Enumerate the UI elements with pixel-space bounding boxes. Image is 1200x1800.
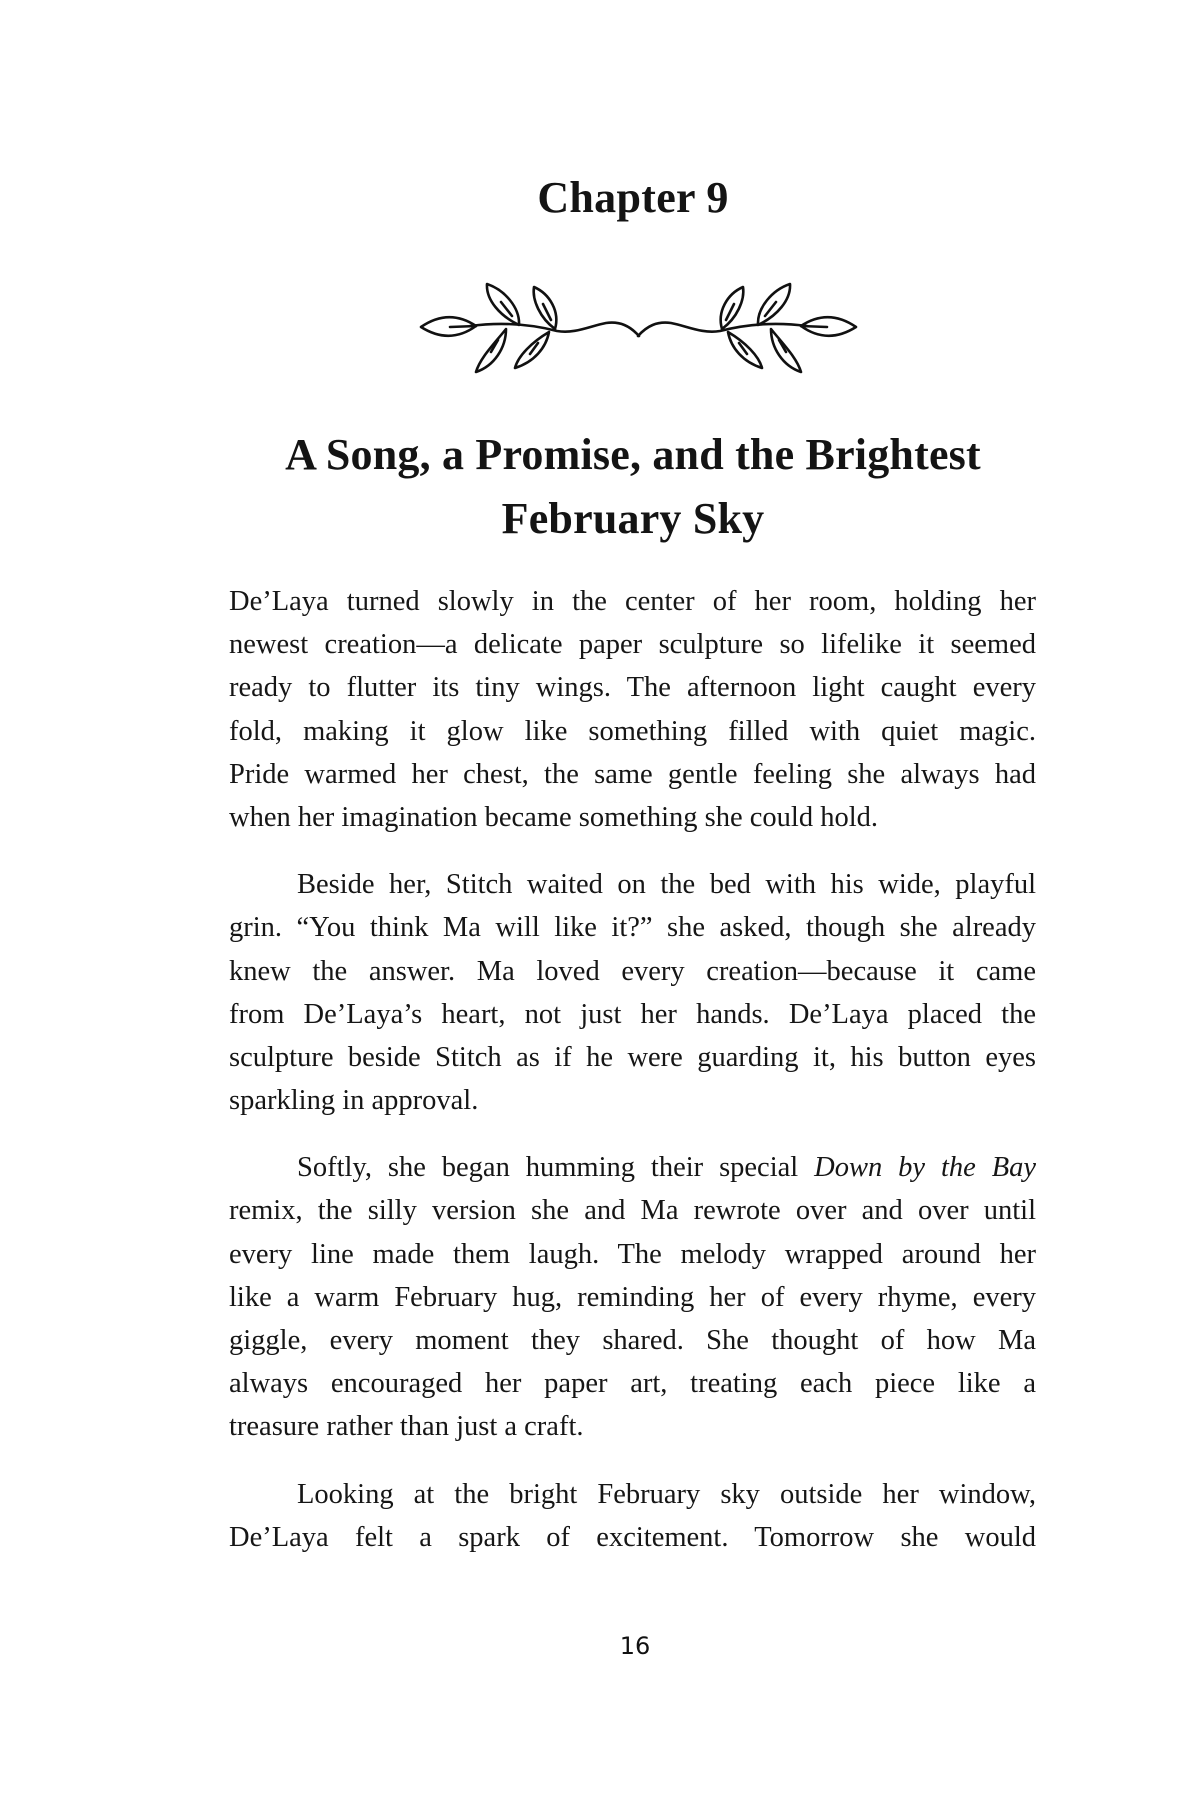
text-line: like a warm February hug, reminding her of every rhyme, every (229, 1281, 1036, 1313)
text-line: sparkling in approval. (229, 1085, 479, 1117)
text-line: remix, the silly version she and Ma rewrote over and over until (229, 1195, 1036, 1227)
text-line: newest creation—a delicate paper sculpture so lifelike it seemed (229, 629, 1036, 661)
chapter-body (229, 580, 1036, 1583)
text-line: Looking at the bright February sky outside her window, (297, 1478, 1036, 1510)
chapter-title (0, 423, 1200, 551)
text-run: Softly, she began humming their special (297, 1152, 815, 1184)
text-line: giggle, every moment they shared. She thought of how Ma (229, 1325, 1036, 1356)
text-line: grin. “You think Ma will like it?” she asked, though she already (229, 912, 1036, 944)
chapter-title-line: A Song, a Promise, and the Brightest (285, 430, 981, 479)
text-line: from De’Laya’s heart, not just her hands. De’Laya placed the (229, 998, 1036, 1030)
text-line: every line made them laugh. The melody wrapped around her (229, 1238, 1036, 1270)
chapter-title-line: February Sky (501, 494, 765, 543)
text-line: knew the answer. Ma loved every creation—because it came (229, 955, 1036, 987)
text-line: treasure rather than just a craft. (229, 1411, 584, 1443)
text-line: De’Laya felt a spark of excitement. Tomorrow she would (229, 1521, 1036, 1553)
right-branch (638, 284, 856, 372)
text-line: always encouraged her paper art, treating each piece like a (229, 1368, 1036, 1400)
text-line: Beside her, Stitch waited on the bed with his wide, playful (297, 869, 1036, 901)
paragraph (229, 580, 1036, 839)
left-branch (421, 284, 639, 372)
chapter-number-heading: Chapter 9 (537, 173, 729, 222)
paragraph (229, 1146, 1036, 1448)
text-line: when her imagination became something she could hold. (229, 801, 879, 833)
text-line: sculpture beside Stitch as if he were guarding it, his button eyes (229, 1041, 1036, 1073)
page-number: 16 (619, 1632, 651, 1660)
text-line: De’Laya turned slowly in the center of her room, holding her (229, 586, 1036, 617)
leaf-vine-divider-icon (410, 278, 860, 378)
song-title-italic: Down by the Bay (814, 1152, 1036, 1184)
text-line: Pride warmed her chest, the same gentle feeling she always had (229, 758, 1036, 790)
paragraph (229, 863, 1036, 1122)
text-line: ready to flutter its tiny wings. The afternoon light caught every (229, 672, 1036, 704)
text-line (229, 1146, 1036, 1189)
paragraph (229, 1473, 1036, 1559)
text-line: fold, making it glow like something filled with quiet magic. (229, 715, 1036, 747)
